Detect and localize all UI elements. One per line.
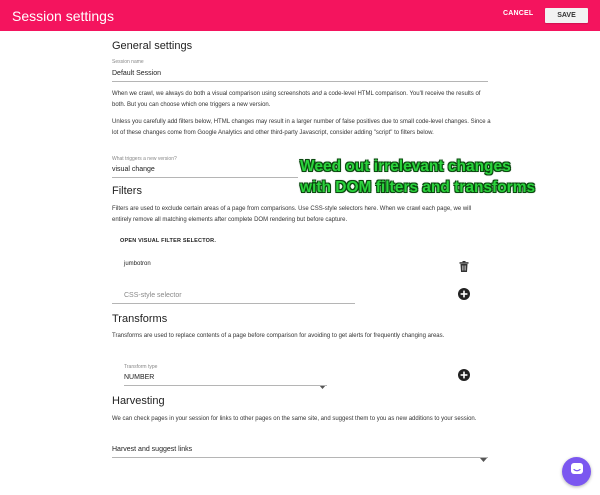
trigger-label: What triggers a new version?	[112, 156, 177, 162]
transforms-heading: Transforms	[112, 313, 168, 325]
comparison-description: When we crawl, we always do both a visual comparison using screenshots and a code-level HTML comparison. You'll receive the results of both. But you can choose which one triggers a new version.	[112, 91, 481, 108]
caret-down-icon[interactable]	[480, 449, 487, 467]
open-visual-filter-selector-link[interactable]: OPEN VISUAL FILTER SELECTOR.	[120, 238, 217, 244]
save-button[interactable]: SAVE	[545, 8, 588, 23]
filters-description: Filters are used to exclude certain areas of a page from comparisons. Use CSS-style selectors here. When we crawl each page, we will entirely remove all matching elements after complete DOM rendering but before capture.	[112, 206, 472, 223]
cancel-button[interactable]: CANCEL	[503, 10, 534, 17]
css-selector-input[interactable]: CSS-style selector	[124, 292, 182, 299]
trigger-select[interactable]: visual change	[112, 166, 155, 173]
harvesting-heading: Harvesting	[112, 395, 165, 407]
harvest-mode-underline	[112, 457, 488, 458]
transform-type-underline	[124, 385, 327, 386]
transform-type-select[interactable]: NUMBER	[124, 374, 155, 381]
harvesting-description: We can check pages in your session for links to other pages on the same site, and suggest them to you as new additions to your session.	[112, 416, 477, 422]
filters-advice-text: Unless you carefully add filters below, HTML changes may result in a larger number of false positives due to small code-level changes. Since a lot of these changes come from Google Analytics and other third-party Javascript, consider adding "script" to filters below.	[112, 119, 491, 136]
chat-launcher-button[interactable]	[562, 457, 591, 486]
filters-heading: Filters	[112, 185, 142, 197]
filter-item-label: jumbotron	[124, 261, 151, 267]
session-name-label: Session name	[112, 59, 144, 65]
add-filter-plus-circle-icon[interactable]	[458, 287, 470, 305]
page-title: Session settings	[12, 7, 114, 24]
session-name-underline	[112, 81, 488, 82]
overlay-caption-line-2: with DOM filters and transforms	[300, 179, 536, 196]
transforms-description: Transforms are used to replace contents of a page before comparison for avoiding to get alerts for frequently changing areas.	[112, 333, 445, 339]
app-bar	[0, 0, 600, 31]
trigger-underline	[112, 177, 298, 178]
css-selector-underline	[112, 303, 355, 304]
trash-icon[interactable]	[459, 259, 469, 277]
general-settings-heading: General settings	[112, 40, 193, 52]
transform-type-label: Transform type	[124, 364, 158, 370]
overlay-caption-line-1: Weed out irrelevant changes	[300, 158, 511, 175]
chat-bubble-icon	[570, 462, 584, 481]
session-name-input[interactable]: Default Session	[112, 70, 162, 77]
add-transform-plus-circle-icon[interactable]	[458, 368, 470, 386]
harvest-mode-select[interactable]: Harvest and suggest links	[112, 446, 193, 453]
